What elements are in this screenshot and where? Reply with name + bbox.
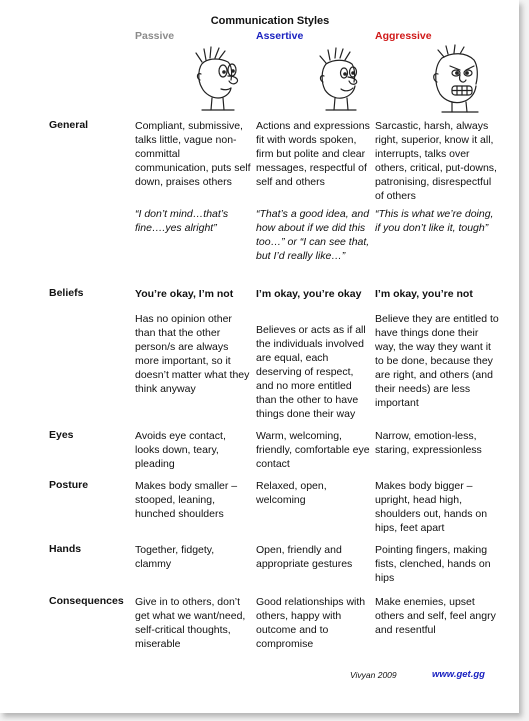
beliefs-assertive-text: Believes or acts as if all the individuals involved are equal, each deserving of respect, and no more entitled than the other to have things done their way [256, 324, 366, 420]
hands-passive-text: Together, fidgety, clammy [135, 544, 215, 570]
beliefs-passive-text: Has no opinion other than that the other person/s are always more important, so it doesn’t matter what they think anyway [135, 313, 250, 395]
row-label-posture: Posture [49, 479, 89, 491]
general-assertive-quote: “That’s a good idea, and how about if we did this too…” or “I can see that, but I’d really like…” [256, 208, 370, 262]
eyes-assertive-text: Warm, welcoming, friendly, comfortable eye contact [256, 430, 370, 470]
assertive-face-icon [312, 44, 368, 114]
row-label-consequences: Consequences [49, 595, 124, 607]
eyes-aggressive-text: Narrow, emotion-less, staring, expressionless [375, 430, 482, 456]
row-label-beliefs: Beliefs [49, 287, 84, 299]
footer-author: Vivyan 2009 [350, 670, 397, 680]
passive-face-icon [190, 44, 246, 114]
row-label-eyes: Eyes [49, 429, 74, 441]
beliefs-aggressive-heading: I’m okay, you’re not [375, 288, 473, 300]
aggressive-face-icon [428, 44, 488, 116]
general-aggressive-text: Sarcastic, harsh, always right, superior, know it all, interrupts, talks over others, critical, put-downs, patronising, disrespectful of others [375, 120, 497, 202]
consequences-assertive-text: Good relationships with others, happy with outcome and to compromise [256, 596, 366, 650]
column-header-passive: Passive [135, 30, 175, 42]
general-assertive-text: Actions and expressions fit with words spoken, firm but polite and clear messages, respectful of self and others [256, 120, 370, 188]
general-passive-text: Compliant, submissive, talks little, vague non-committal communication, puts self down, praises others [135, 120, 251, 188]
column-header-aggressive: Aggressive [375, 30, 432, 42]
column-header-assertive: Assertive [256, 30, 304, 42]
hands-assertive-text: Open, friendly and appropriate gestures [256, 544, 353, 570]
posture-aggressive-text: Makes body bigger – upright, head high, shoulders out, hands on hips, feet apart [375, 480, 488, 534]
row-label-general: General [49, 119, 89, 131]
general-aggressive-quote: “This is what we’re doing, if you don’t like it, tough” [375, 208, 494, 234]
posture-passive-text: Makes body smaller – stooped, leaning, hunched shoulders [135, 480, 238, 520]
consequences-aggressive-text: Make enemies, upset others and self, feel angry and resentful [375, 596, 496, 636]
beliefs-assertive-heading: I’m okay, you’re okay [256, 288, 362, 300]
hands-aggressive-text: Pointing fingers, making fists, clenched, hands on hips [375, 544, 491, 584]
beliefs-passive-heading: You’re okay, I’m not [135, 288, 234, 300]
consequences-passive-text: Give in to others, don’t get what we want/need, self-critical thoughts, miserable [135, 596, 246, 650]
eyes-passive-text: Avoids eye contact, looks down, teary, pleading [135, 430, 226, 470]
row-label-hands: Hands [49, 543, 82, 555]
page-title: Communication Styles [210, 15, 330, 27]
general-passive-quote: “I don’t mind…that’s fine….yes alright” [135, 208, 229, 234]
footer-url-link[interactable]: www.get.gg [432, 669, 485, 680]
beliefs-aggressive-text: Believe they are entitled to have things done their way, the way they want it to be done, because they are right, and others (and their needs) are less important [375, 313, 499, 409]
posture-assertive-text: Relaxed, open, welcoming [256, 480, 327, 506]
